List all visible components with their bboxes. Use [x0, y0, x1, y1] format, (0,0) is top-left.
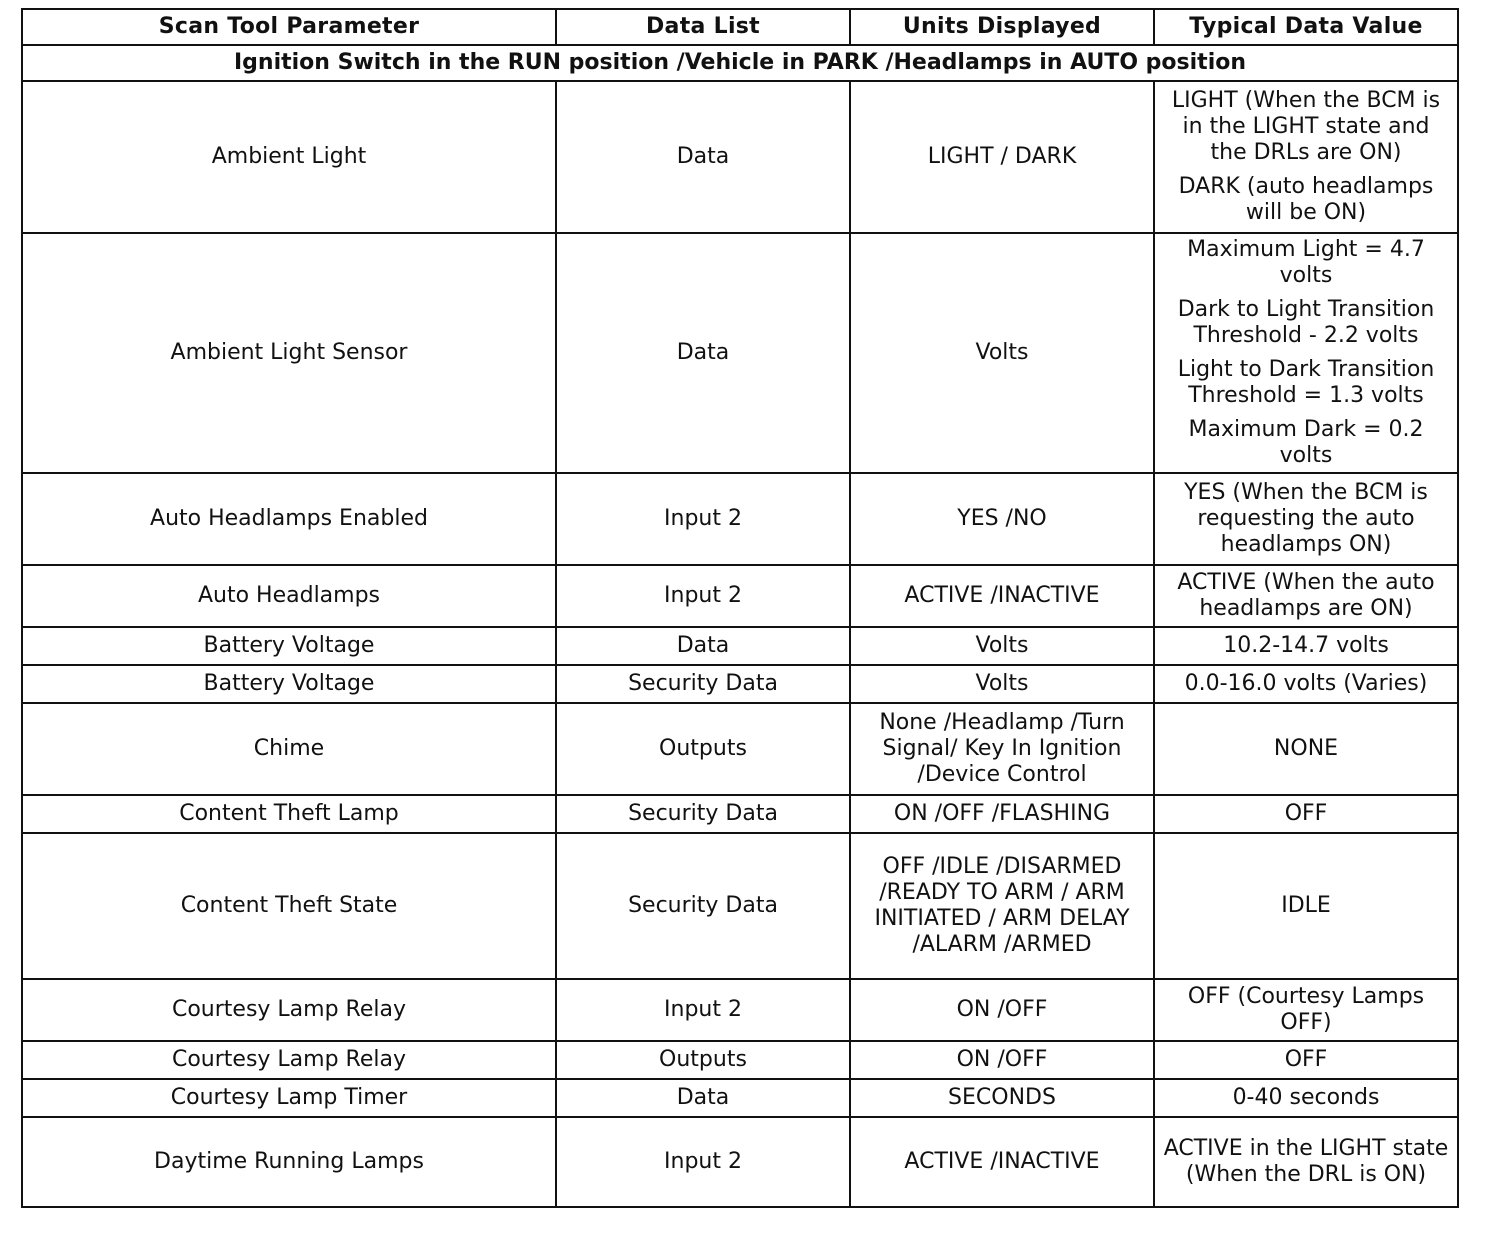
- cell-units-displayed: SECONDS: [850, 1079, 1154, 1117]
- typical-value-line: 10.2-14.7 volts: [1223, 633, 1389, 658]
- cell-typical-data-value: [1154, 665, 1458, 703]
- cell-units-displayed: None /Headlamp /Turn Signal/ Key In Ignition /Device Control: [850, 703, 1154, 795]
- cell-units-displayed: Volts: [850, 627, 1154, 665]
- cell-units-displayed: ACTIVE /INACTIVE: [850, 565, 1154, 627]
- header-scan-tool-parameter: Scan Tool Parameter: [22, 9, 556, 45]
- typical-value-line: Light to Dark Transition Threshold = 1.3 volts: [1177, 357, 1435, 408]
- typical-value-line: NONE: [1273, 736, 1339, 761]
- cell-units-displayed: ON /OFF: [850, 1041, 1154, 1079]
- cell-data-list: Outputs: [556, 1041, 850, 1079]
- cell-scan-tool-parameter: Daytime Running Lamps: [22, 1117, 556, 1207]
- cell-units-displayed: LIGHT / DARK: [850, 81, 1154, 233]
- cell-typical-data-value: [1154, 703, 1458, 795]
- cell-data-list: Input 2: [556, 979, 850, 1041]
- table-row: [22, 833, 1458, 979]
- cell-data-list: Security Data: [556, 665, 850, 703]
- typical-value-line: 0.0-16.0 volts (Varies): [1184, 671, 1428, 696]
- table-row: [22, 703, 1458, 795]
- table-row: [22, 1117, 1458, 1207]
- typical-value-line: YES (When the BCM is requesting the auto headlamps ON): [1184, 480, 1428, 557]
- document-page: [21, 8, 1457, 1208]
- table-row: [22, 665, 1458, 703]
- cell-data-list: Security Data: [556, 833, 850, 979]
- header-data-list: Data List: [556, 9, 850, 45]
- cell-units-displayed: ON /OFF /FLASHING: [850, 795, 1154, 833]
- cell-data-list: Input 2: [556, 565, 850, 627]
- cell-scan-tool-parameter: Chime: [22, 703, 556, 795]
- typical-value-line: ACTIVE in the LIGHT state (When the DRL is ON): [1163, 1136, 1449, 1187]
- cell-data-list: Security Data: [556, 795, 850, 833]
- cell-scan-tool-parameter: Battery Voltage: [22, 627, 556, 665]
- cell-units-displayed: YES /NO: [850, 473, 1154, 565]
- typical-value-line: OFF: [1284, 801, 1328, 826]
- scan-tool-data-table: [21, 8, 1459, 1208]
- cell-scan-tool-parameter: Courtesy Lamp Timer: [22, 1079, 556, 1117]
- cell-typical-data-value: [1154, 627, 1458, 665]
- typical-value-line: Dark to Light Transition Threshold - 2.2 volts: [1177, 297, 1435, 348]
- cell-data-list: Data: [556, 627, 850, 665]
- section-heading: Ignition Switch in the RUN position /Vehicle in PARK /Headlamps in AUTO position: [22, 45, 1458, 81]
- typical-value-line: Maximum Dark = 0.2 volts: [1188, 417, 1424, 468]
- cell-typical-data-value: [1154, 81, 1458, 233]
- cell-units-displayed: Volts: [850, 233, 1154, 473]
- section-row: [22, 45, 1458, 81]
- typical-value-line: OFF (Courtesy Lamps OFF): [1187, 984, 1425, 1035]
- cell-units-displayed: OFF /IDLE /DISARMED /READY TO ARM / ARM INITIATED / ARM DELAY /ALARM /ARMED: [850, 833, 1154, 979]
- cell-data-list: Outputs: [556, 703, 850, 795]
- table-row: [22, 1079, 1458, 1117]
- cell-typical-data-value: [1154, 233, 1458, 473]
- cell-data-list: Input 2: [556, 1117, 850, 1207]
- cell-units-displayed: ACTIVE /INACTIVE: [850, 1117, 1154, 1207]
- table-row: [22, 1041, 1458, 1079]
- typical-value-line: LIGHT (When the BCM is in the LIGHT state and the DRLs are ON): [1171, 88, 1441, 165]
- table-row: [22, 233, 1458, 473]
- table-row: [22, 81, 1458, 233]
- cell-data-list: Data: [556, 1079, 850, 1117]
- cell-typical-data-value: [1154, 473, 1458, 565]
- cell-units-displayed: Volts: [850, 665, 1154, 703]
- cell-scan-tool-parameter: Courtesy Lamp Relay: [22, 1041, 556, 1079]
- cell-scan-tool-parameter: Courtesy Lamp Relay: [22, 979, 556, 1041]
- cell-typical-data-value: [1154, 565, 1458, 627]
- header-typical-data-value: Typical Data Value: [1154, 9, 1458, 45]
- cell-data-list: Input 2: [556, 473, 850, 565]
- cell-scan-tool-parameter: Content Theft Lamp: [22, 795, 556, 833]
- typical-value-line: OFF: [1284, 1047, 1328, 1072]
- table-row: [22, 979, 1458, 1041]
- typical-value-line: 0-40 seconds: [1232, 1085, 1380, 1110]
- table-row: [22, 473, 1458, 565]
- header-row: [22, 9, 1458, 45]
- typical-value-line: ACTIVE (When the auto headlamps are ON): [1177, 570, 1435, 621]
- cell-typical-data-value: [1154, 833, 1458, 979]
- table-row: [22, 565, 1458, 627]
- cell-typical-data-value: [1154, 1117, 1458, 1207]
- cell-data-list: Data: [556, 81, 850, 233]
- header-units-displayed: Units Displayed: [850, 9, 1154, 45]
- cell-typical-data-value: [1154, 979, 1458, 1041]
- table-row: [22, 627, 1458, 665]
- cell-units-displayed: ON /OFF: [850, 979, 1154, 1041]
- typical-value-line: Maximum Light = 4.7 volts: [1187, 237, 1425, 288]
- table-row: [22, 795, 1458, 833]
- cell-scan-tool-parameter: Ambient Light Sensor: [22, 233, 556, 473]
- cell-scan-tool-parameter: Content Theft State: [22, 833, 556, 979]
- typical-value-line: DARK (auto headlamps will be ON): [1178, 174, 1434, 225]
- cell-typical-data-value: [1154, 795, 1458, 833]
- typical-value-line: IDLE: [1281, 893, 1331, 918]
- cell-typical-data-value: [1154, 1041, 1458, 1079]
- cell-scan-tool-parameter: Auto Headlamps: [22, 565, 556, 627]
- cell-scan-tool-parameter: Battery Voltage: [22, 665, 556, 703]
- cell-scan-tool-parameter: Ambient Light: [22, 81, 556, 233]
- cell-typical-data-value: [1154, 1079, 1458, 1117]
- cell-data-list: Data: [556, 233, 850, 473]
- table-body: [22, 45, 1458, 1207]
- cell-scan-tool-parameter: Auto Headlamps Enabled: [22, 473, 556, 565]
